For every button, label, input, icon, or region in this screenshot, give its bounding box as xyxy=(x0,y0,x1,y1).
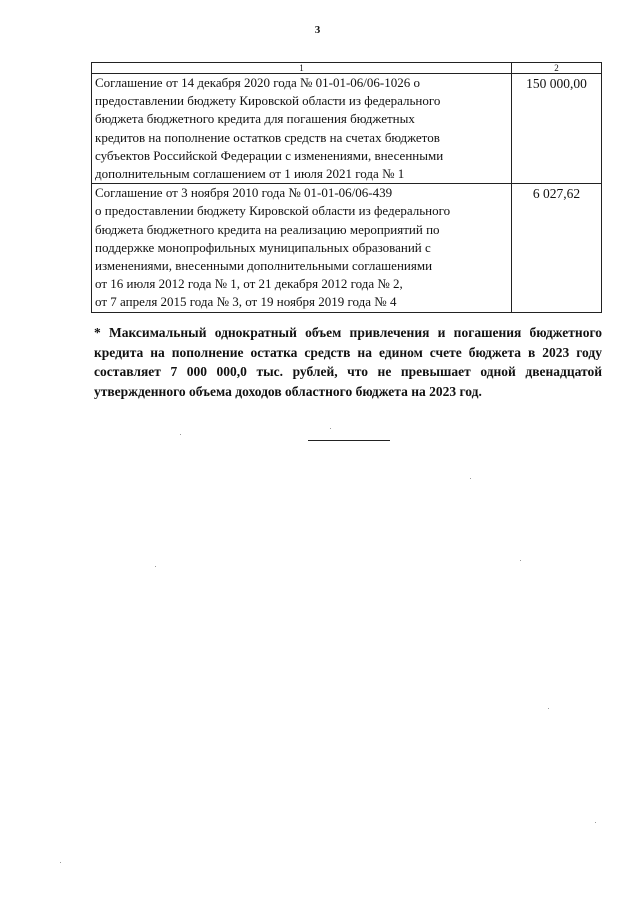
footnote-line: утвержденного объема доходов областного бюджета на 2023 год. xyxy=(94,383,482,399)
agreement-amount: 6 027,62 xyxy=(512,184,602,312)
scan-speck xyxy=(180,434,181,435)
agreement-text-line: изменениями, внесенными дополнительными соглашениями xyxy=(95,258,433,274)
agreement-text-line: дополнительным соглашением от 1 июля 2021 года № 1 xyxy=(95,166,405,182)
agreement-text-line: от 7 апреля 2015 года № 3, от 19 ноября 2019 года № 4 xyxy=(95,294,397,310)
table-row xyxy=(92,74,602,184)
scan-speck xyxy=(548,708,549,709)
agreements-table xyxy=(91,62,602,313)
table-row xyxy=(92,184,602,312)
agreement-text-line: поддержке монопрофильных муниципальных образований с xyxy=(95,239,431,255)
closing-rule xyxy=(308,440,390,441)
scan-speck xyxy=(470,478,471,479)
agreement-description xyxy=(92,74,512,184)
scan-speck xyxy=(330,428,331,429)
scan-speck xyxy=(60,862,61,863)
agreement-amount: 150 000,00 xyxy=(512,74,602,184)
footnote-line: кредита на пополнение остатка средств на едином счете бюджета в 2023 году xyxy=(94,344,602,360)
agreement-text-line: Соглашение от 3 ноября 2010 года № 01-01-06/06-439 xyxy=(95,185,393,201)
agreement-text-line: Соглашение от 14 декабря 2020 года № 01-01-06/06-1026 о xyxy=(95,75,420,90)
scan-speck xyxy=(155,566,156,567)
scan-speck xyxy=(595,822,596,823)
agreement-text-line: о предоставлении бюджету Кировской области из федерального xyxy=(95,203,451,219)
footnote-line: * Максимальный однократный объем привлечения и погашения бюджетного xyxy=(94,325,602,340)
page-number: 3 xyxy=(314,24,321,36)
agreement-description xyxy=(92,184,512,312)
column-number-1: 1 xyxy=(92,63,512,74)
agreement-text-line: бюджета бюджетного кредита для погашения бюджетных xyxy=(95,111,415,127)
agreement-text-line: субъектов Российской Федерации с изменениями, внесенными xyxy=(95,147,444,163)
table-header-row xyxy=(92,63,602,74)
footnote xyxy=(94,323,602,401)
scan-speck xyxy=(520,560,521,561)
agreement-text-line: от 16 июля 2012 года № 1, от 21 декабря 2012 года № 2, xyxy=(95,276,403,292)
column-number-2: 2 xyxy=(512,63,602,74)
agreement-text-line: кредитов на пополнение остатков средств на счетах бюджетов xyxy=(95,129,440,145)
agreement-text-line: предоставлении бюджету Кировской области из федерального xyxy=(95,93,441,109)
footnote-line: составляет 7 000 000,0 тыс. рублей, что не превышает одной двенадцатой xyxy=(94,364,602,379)
agreement-text-line: бюджета бюджетного кредита на реализацию мероприятий по xyxy=(95,221,440,237)
